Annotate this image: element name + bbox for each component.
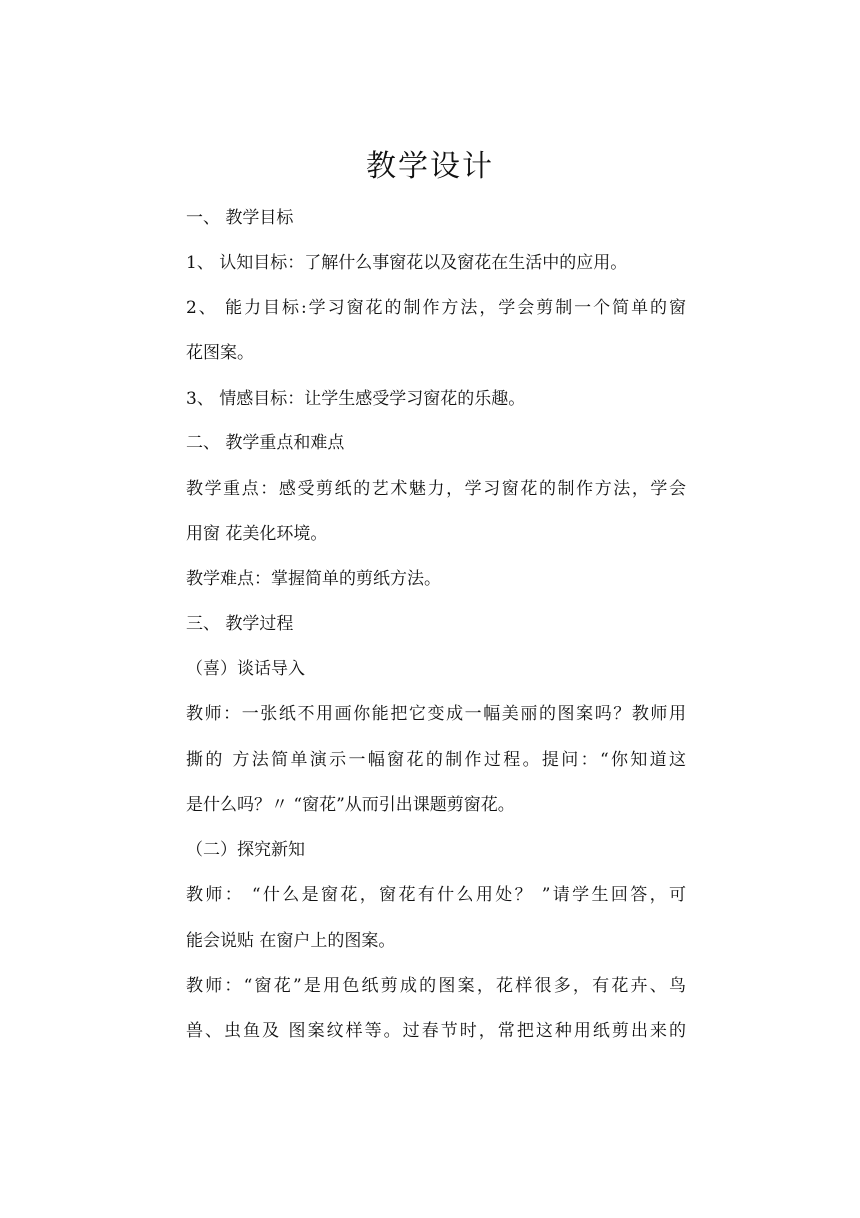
difficulty-point: 教学难点：掌握简单的剪纸方法。	[186, 569, 441, 589]
step2-paragraph1-line2: 能会说贴 在窗户上的图案。	[186, 931, 396, 951]
goal-ability-line2: 花图案。	[186, 343, 254, 363]
step1-paragraph-line2: 撕的 方法简单演示一幅窗花的制作过程。提问：“你知道这	[186, 750, 686, 770]
step1-heading: （喜）谈话导入	[186, 659, 305, 679]
step1-paragraph-line1: 教师：一张纸不用画你能把它变成一幅美丽的图案吗？教师用	[186, 704, 686, 724]
section-heading-objectives: 一、 教学目标	[186, 208, 294, 228]
key-point-line2: 用窗 花美化环境。	[186, 524, 328, 544]
goal-cognitive: 1、 认知目标：了解什么事窗花以及窗花在生活中的应用。	[186, 253, 628, 273]
goal-emotion: 3、 情感目标：让学生感受学习窗花的乐趣。	[186, 389, 526, 409]
step1-paragraph-line3: 是什么吗？〃 “窗花”从而引出课题剪窗花。	[186, 795, 515, 815]
step2-paragraph1-line1: 教师： “什么是窗花，窗花有什么用处？ ”请学生回答，可	[186, 885, 686, 905]
page-title: 教学设计	[366, 149, 494, 184]
step2-paragraph2-line1: 教师：“窗花”是用色纸剪成的图案，花样很多，有花卉、鸟	[186, 976, 686, 996]
goal-ability-line1: 2、 能力目标:学习窗花的制作方法，学会剪制一个简单的窗	[186, 298, 686, 318]
step2-heading: （二）探究新知	[186, 840, 305, 860]
section-heading-process: 三、 教学过程	[186, 614, 294, 634]
step2-paragraph2-line2: 兽、虫鱼及 图案纹样等。过春节时，常把这种用纸剪出来的	[186, 1021, 686, 1041]
key-point-line1: 教学重点：感受剪纸的艺术魅力，学习窗花的制作方法，学会	[186, 479, 686, 499]
section-heading-key-points: 二、 教学重点和难点	[186, 433, 345, 453]
